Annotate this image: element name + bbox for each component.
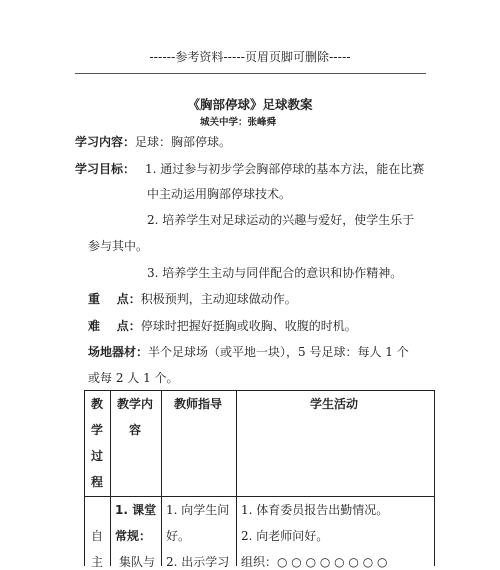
equipment-value-line1: 半个足球场（或平地一块），5 号足球：每人 1 个: [148, 345, 409, 359]
equipment-row: [88, 344, 409, 360]
goals-row: [75, 161, 424, 177]
row1-col4-line-2: 2. 向老师问好。: [241, 529, 329, 543]
document-author: 城关中学：张峰舜: [200, 117, 277, 128]
row1-col1-char-1: 自: [91, 529, 104, 543]
row1-col1-char-2: 主: [91, 555, 104, 569]
row1-col3-line-1: 1. 向学生问: [166, 503, 230, 517]
goals-label: 学习目标：: [75, 162, 136, 176]
header-col2-line-1: 教学内: [117, 397, 154, 411]
key-label: 重 点：: [88, 292, 141, 306]
row1-col2-line-2: 常规：: [115, 529, 152, 543]
equipment-label: 场地器材：: [88, 345, 149, 359]
key-value: 积极预判，主动迎球做动作。: [140, 292, 297, 306]
table-row-divider: [84, 496, 435, 497]
goal3-line: 3. 培养学生主动与同伴配合的意识和协作精神。: [147, 266, 403, 280]
header-col1-char-2: 学: [91, 423, 104, 437]
page-header: ------参考资料-----页眉页脚可删除-----: [149, 50, 351, 64]
table-border-left: [84, 390, 85, 566]
content-label: 学习内容：: [75, 135, 136, 149]
row1-col3-line-3: 2. 出示学习: [166, 555, 230, 569]
table-border-right: [434, 390, 435, 566]
header-col1-char-1: 教: [91, 397, 104, 411]
goal2-line1: 2. 培养学生对足球运动的兴趣与爱好，使学生乐于: [147, 213, 415, 227]
equipment-value-line2: 或每 2 人 1 个。: [88, 371, 179, 385]
content-row: [75, 134, 231, 150]
goal1-line2: 中主动运用胸部停球技术。: [147, 187, 292, 201]
table-border-top: [84, 390, 435, 391]
table-col-divider-2: [161, 390, 162, 566]
difficulty-value: 停球时把握好挺胸或收胸、收腹的时机。: [140, 319, 357, 333]
goal2-line2: 参与其中。: [88, 239, 149, 253]
row1-col2-line-1: 1. 课堂: [115, 503, 157, 517]
row1-col2-line-3: 集队与: [119, 555, 156, 569]
content-value: 足球：胸部停球。: [135, 135, 232, 149]
table-col-divider-3: [236, 390, 237, 566]
key-row: [88, 291, 297, 307]
row1-col4-line-1: 1. 体育委员报告出勤情况。: [241, 503, 389, 517]
difficulty-row: [88, 318, 357, 334]
row1-col4-line-3: 组织：○ ○ ○ ○ ○ ○ ○ ○: [241, 555, 388, 569]
document-title: 《胸部停球》足球教案: [187, 97, 313, 112]
header-student-activity: 学生活动: [310, 397, 359, 411]
header-col1-char-3: 过: [91, 449, 104, 463]
header-col2-line-2: 容: [129, 423, 142, 437]
row1-col3-line-2: 好。: [166, 529, 191, 543]
header-rule: [75, 73, 426, 74]
goal1-line1: 1. 通过参与初步学会胸部停球的基本方法，能在比赛: [145, 162, 425, 176]
difficulty-label: 难 点：: [88, 319, 141, 333]
header-teacher-guidance: 教师指导: [174, 397, 223, 411]
table-col-divider-1: [110, 390, 111, 566]
header-col1-char-4: 程: [91, 475, 104, 489]
